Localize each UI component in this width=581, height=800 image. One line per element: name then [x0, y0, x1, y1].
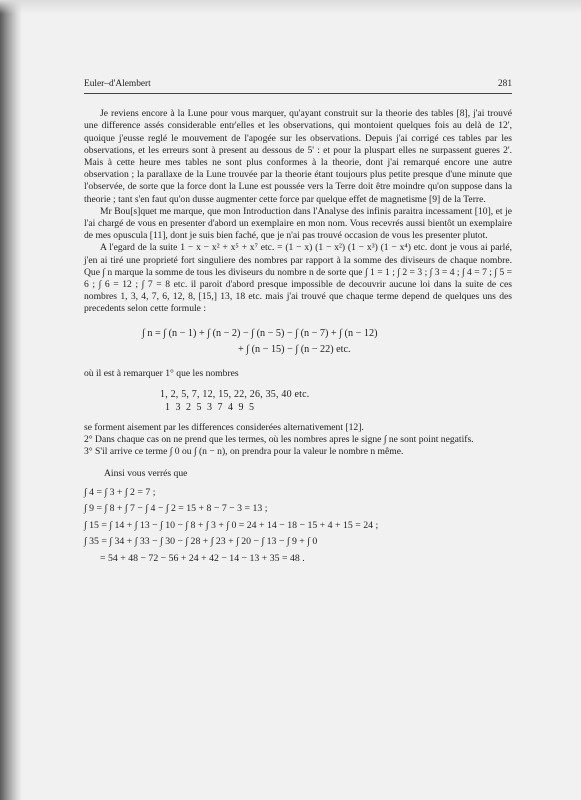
formula-line-1: ∫ n = ∫ (n − 1) + ∫ (n − 2) − ∫ (n − 5) − ∫ (n − 7) + ∫ (n − 12)	[142, 327, 378, 339]
pentagonal-numbers	[84, 388, 512, 414]
differences-row: 1 3 2 5 3 7 4 9 5	[165, 401, 254, 413]
paragraph-rule-3: 3° S'il arrive ce terme ∫ 0 ou ∫ (n − n), on prendra pour la valeur le nombre n même.	[84, 446, 404, 458]
running-header	[84, 78, 512, 94]
page-number: 281	[497, 79, 512, 89]
examples	[84, 485, 512, 568]
recurrence-formula	[84, 326, 512, 358]
paragraph-rule-2: 2° Dans chaque cas on ne prend que les termes, où les nombres apres le signe ∫ ne sont point negatifs.	[84, 434, 474, 446]
formula-line-2: + ∫ (n − 15) − ∫ (n − 22) etc.	[238, 343, 351, 355]
example-line: ∫ 35 = ∫ 34 + ∫ 33 − ∫ 30 − ∫ 28 + ∫ 23 + ∫ 20 − ∫ 13 − ∫ 9 + ∫ 0	[84, 536, 318, 548]
scan-binding-shadow	[0, 0, 22, 800]
paragraph-lune: Je reviens encore à la Lune pour vous marquer, qu'ayant construit sur la theorie des tables [8], j'ai trouvé une difference assés considerable entr'elles et les observations, qui montoient quelques fois au delà de 12', quoique j'eusse reglé le mouvement de l'apogée sur les observations. Depuis j'ai corrigé ces tables par les observations, et les erreurs sont à present au dessous de 5' : et pour la pluspart elles ne surpassent gueres 2'. Mais à cette heure mes tables ne sont plus conformes à la theorie, dont j'ai remarqué encore une autre observation ; la parallaxe de la Lune trouvée par la theorie étant toujours plus petite presque d'une minute que l'observée, de sorte que la force dont la Lune est poussée vers la Terre doit être moindre qu'on suppose dans la theorie ; tant s'en faut qu'on dusse augmenter cette force par quelque effet de magnetisme [9] de la Terre.	[84, 108, 512, 205]
numbers-row: 1, 2, 5, 7, 12, 15, 22, 26, 35, 40 etc.	[160, 388, 310, 400]
paragraph-ainsi: Ainsi vous verrés que	[104, 468, 188, 480]
page	[84, 78, 512, 567]
paragraph-suite: A l'egard de la suite 1 − x − x² + x⁵ + x⁷ etc. = (1 − x) (1 − x²) (1 − x³) (1 − x⁴) etc. dont je vous ai parlé, j'en ai tiré une proprieté fort singuliere des nombres par rapport à la somme des diviseurs de chaque nombre. Que ∫ n marque la somme de tous les diviseurs du nombre n de sorte que ∫ 1 = 1 ; ∫ 2 = 3 ; ∫ 3 = 4 ; ∫ 4 = 7 ; ∫ 5 = 6 ; ∫ 6 = 12 ; ∫ 7 = 8 etc. il paroit d'abord presque impossible de decouvrir aucune loi dans la suite de ces nombres 1, 3, 4, 7, 6, 12, 8, [15,] 13, 18 etc. mais j'ai trouvé que chaque terme depend de quelques uns des precedents selon cette formule :	[84, 242, 512, 315]
running-title: Euler–d'Alembert	[84, 79, 151, 89]
paragraph-differences: se forment aisement par les differences considerées alternativement [12].	[84, 421, 364, 433]
scan-top-shadow	[0, 0, 581, 14]
paragraph-remark: où il est à remarquer 1° que les nombres	[84, 367, 239, 379]
paragraph-bousquet: Mr Bou[s]quet me marque, que mon Introduction dans l'Analyse des infinis paraitra incessament [10], et je l'ai chargé de vous en presenter d'abord un exemplaire en mon nom. Vous recevrés aussi bientôt un exemplaire de mes opuscula [11], dont je suis bien faché, que je n'ai pas trouvé occasion de vous les presenter plutot.	[84, 205, 512, 242]
example-line: ∫ 9 = ∫ 8 + ∫ 7 − ∫ 4 − ∫ 2 = 15 + 8 − 7 − 3 = 13 ;	[84, 503, 268, 515]
example-line: ∫ 4 = ∫ 3 + ∫ 2 = 7 ;	[84, 486, 156, 498]
example-line: ∫ 15 = ∫ 14 + ∫ 13 − ∫ 10 − ∫ 8 + ∫ 3 + ∫ 0 = 24 + 14 − 18 − 15 + 4 + 15 = 24 ;	[84, 519, 379, 531]
example-line: = 54 + 48 − 72 − 56 + 24 + 42 − 14 − 13 + 35 = 48 .	[100, 552, 305, 564]
